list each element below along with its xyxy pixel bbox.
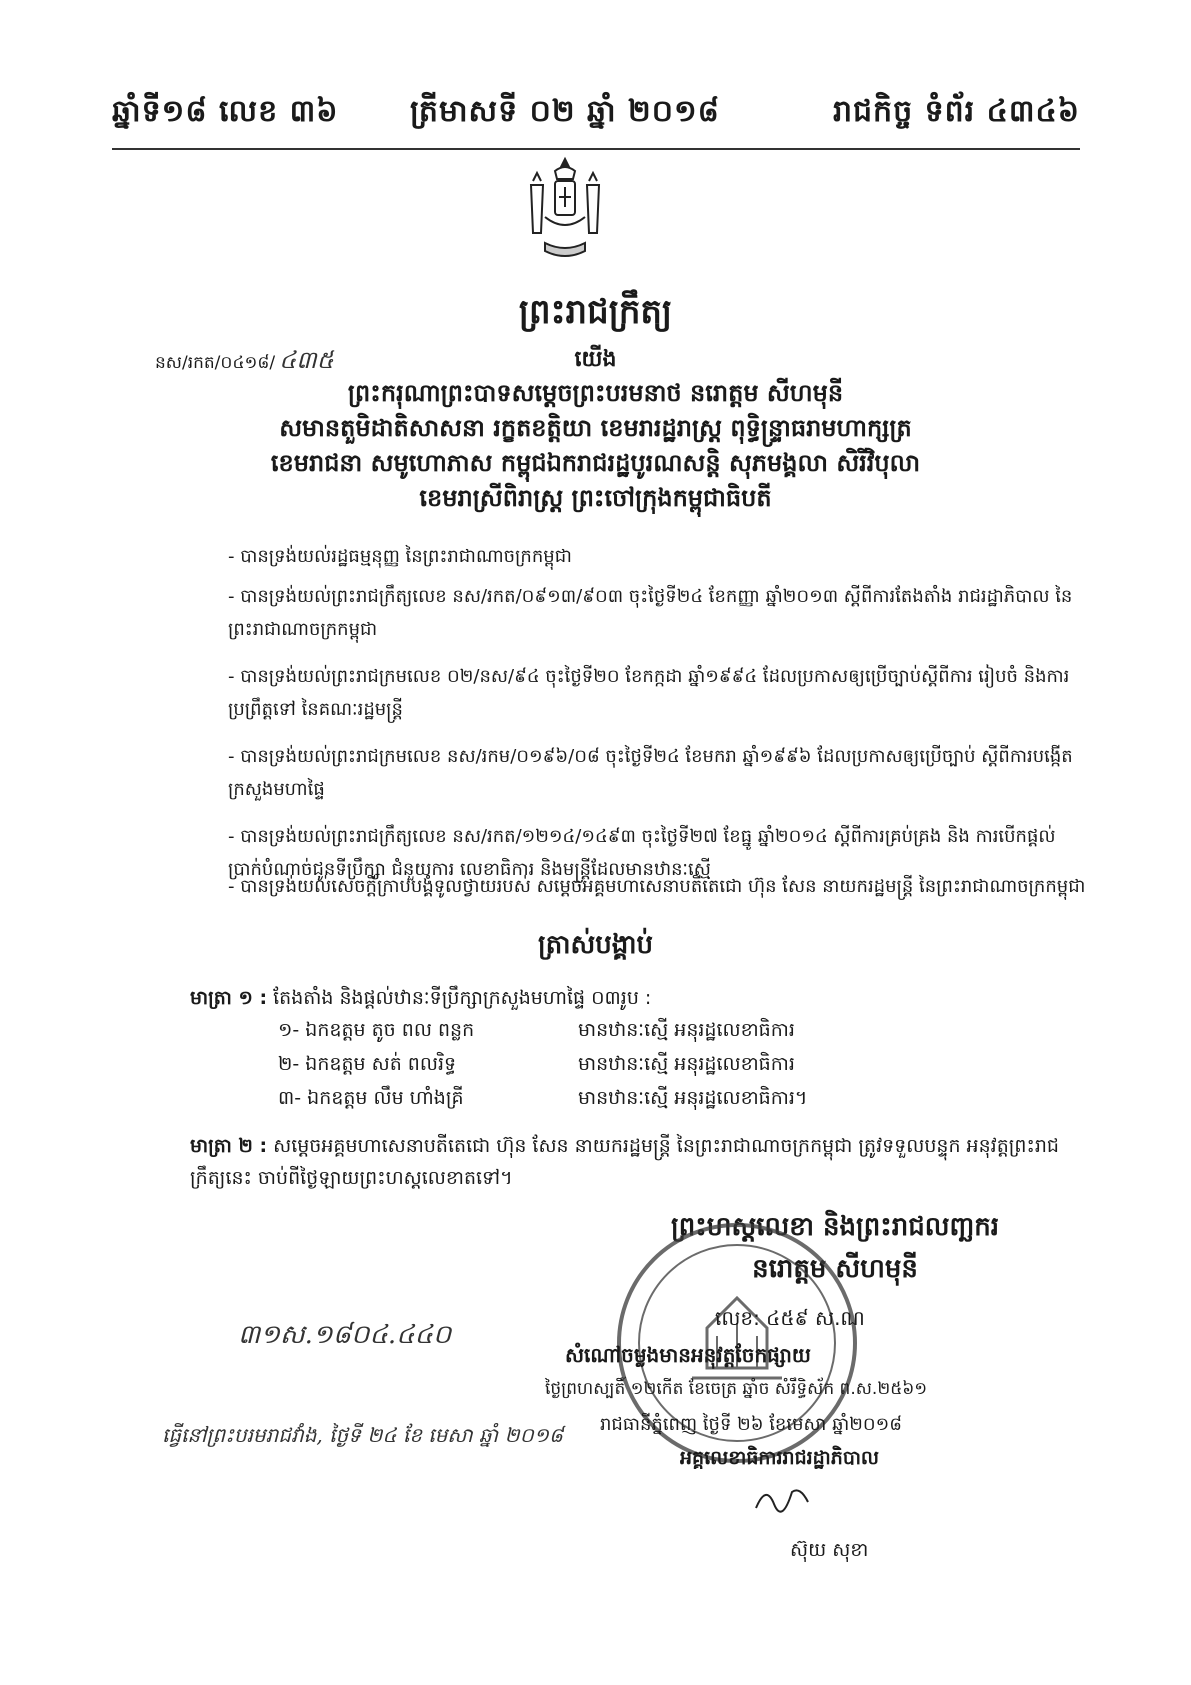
- member-name: ១- ឯកឧត្តម តូច ពល ពន្លក: [278, 1019, 475, 1041]
- reference-handwritten: ៤៣៥: [279, 346, 334, 374]
- handwritten-reference: ៣១ស.១៨០៤.៤៤០: [238, 1320, 452, 1350]
- member-rank: មានឋានៈស្មើ អនុរដ្ឋលេខាធិការ: [578, 1019, 795, 1041]
- cert-signer: ស៊ុយ សុខា: [790, 1539, 869, 1561]
- preamble-item: - បានទ្រង់យល់រដ្ឋធម្មនុញ្ញ នៃព្រះរាជាណាចក្រកម្ពុជា: [228, 546, 572, 567]
- royal-title-line-1: ព្រះករុណាព្រះបាទសម្តេចព្រះបរមនាថ នរោត្តម សីហមុនី: [347, 379, 844, 407]
- member-row: [278, 1086, 807, 1114]
- header-rule: [112, 148, 1080, 150]
- reference-code: នស/រកត/០៤១៨/: [155, 353, 276, 373]
- article-2-text: សម្តេចអគ្គមហាសេនាបតីតេជោ ហ៊ុន សែន នាយករដ្ឋមន្ត្រី នៃព្រះរាជាណាចក្រកម្ពុជា ត្រូវទទួលបន្ទុក អនុវត្តព្រះរាជក្រឹត្យនេះ ចាប់ពីថ្ងៃឡាយព្រះហស្តលេខាតទៅ។: [190, 1135, 1059, 1189]
- preamble-item: - បានទ្រង់យល់ព្រះរាជក្រឹត្យលេខ នស/រកត/០៩១៣/៩០៣ ចុះថ្ងៃទី២៤ ខែកញ្ញា ឆ្នាំ២០១៣ ស្តីពីការតែងតាំង រាជរដ្ឋាភិបាល នៃព្រះរាជាណាចក្រកម្ពុជា: [228, 586, 1073, 640]
- article-1: [190, 982, 651, 1014]
- gazette-year-number: ឆ្នាំទី១៨ លេខ ៣៦: [112, 94, 339, 129]
- preamble-item: - បានទ្រង់យល់ព្រះរាជក្រមលេខ ០២/នស/៩៤ ចុះថ្ងៃទី២០ ខែកក្កដា ឆ្នាំ១៩៩៤ ដែលប្រកាសឲ្យប្រើច្បាប់ស្តីពីការ រៀបចំ និងការប្រព្រឹត្តទៅ នៃគណៈរដ្ឋមន្ត្រី: [228, 666, 1070, 720]
- preamble-item: - បានទ្រង់យល់ព្រះរាជក្រមលេខ នស/រកម/០១៩៦/០៨ ចុះថ្ងៃទី២៤ ខែមករា ឆ្នាំ១៩៩៦ ដែលប្រកាសឲ្យប្រើច្បាប់ ស្តីពីការបង្កើតក្រសួងមហាផ្ទៃ: [228, 746, 1073, 800]
- royal-signature-line-2: នរោត្តម សីហមុនី: [752, 1254, 918, 1284]
- cert-office: អគ្គលេខាធិការរាជរដ្ឋាភិបាល: [680, 1447, 879, 1469]
- article-1-label: មាត្រា ១ :: [190, 987, 268, 1009]
- member-name: ២- ឯកឧត្តម សត់ ពលរិទ្ធ: [278, 1053, 457, 1075]
- cert-number: លេខ: ៤៥៩ ស.ណ: [715, 1306, 865, 1330]
- gazette-quarter: ត្រីមាសទី ០២ ឆ្នាំ ២០១៨: [410, 94, 720, 129]
- member-rank: មានឋានៈស្មើ អនុរដ្ឋលេខាធិការ: [578, 1053, 795, 1075]
- preamble-item: - បានទ្រង់យល់ព្រះរាជក្រឹត្យលេខ នស/រកត/១២១៤/១៤៩៣ ចុះថ្ងៃទី២៧ ខែធ្នូ ឆ្នាំ២០១៤ ស្តីពីការគ្រប់គ្រង និង ការបើកផ្តល់ប្រាក់បំណាច់ជូនទីប្រឹក្សា ជំនួយការ លេខាធិការ និងមន្ត្រីដែលមានឋានៈស្មើ: [228, 826, 1056, 880]
- document-title: ព្រះរាជក្រឹត្យ: [518, 292, 673, 332]
- preamble-item: - បានទ្រង់យល់សេចក្តីក្រាបបង្គំទូលថ្វាយរបស់ សម្តេចអគ្គមហាសេនាបតីតេជោ ហ៊ុន សែន នាយករដ្ឋមន្ត្រី នៃព្រះរាជាណាចក្រកម្ពុជា: [228, 876, 1086, 897]
- member-name: ៣- ឯកឧត្តម លឹម ហាំងគ្រី: [278, 1087, 464, 1109]
- place-date: ធ្វើនៅព្រះបរមរាជវាំង, ថ្ងៃទី ២៤ ខែ មេសា ឆ្នាំ ២០១៨: [162, 1423, 564, 1447]
- cert-certified: សំណៅចម្លងមានអនុវត្តចែកផ្សាយ: [565, 1343, 811, 1367]
- royal-title-line-4: ខេមរាស្រីពិរាស្ត្រ ព្រះចៅក្រុងកម្ពុជាធិបតី: [419, 484, 772, 512]
- signature-icon: [752, 1478, 812, 1518]
- article-1-text: តែងតាំង និងផ្តល់ឋានៈទីប្រឹក្សាក្រសួងមហាផ្ទៃ ០៣រូប :: [273, 987, 652, 1009]
- royal-title-line-3: ខេមរាជនា សមូហោភាស កម្ពុជឯករាជរដ្ឋបូរណសន្តិ សុភមង្គលា សិរីវិបុលា: [270, 449, 921, 477]
- royal-coat-of-arms-icon: [515, 155, 615, 265]
- cert-capital-date: រាជធានីភ្នំពេញ ថ្ងៃទី ២៦ ខែមេសា ឆ្នាំ២០១៨: [600, 1414, 902, 1435]
- member-row: [278, 1052, 795, 1080]
- article-2-label: មាត្រា ២ :: [190, 1135, 268, 1157]
- decree-heading: ត្រាស់បង្គាប់: [537, 930, 654, 960]
- yeung-heading: យើង: [574, 347, 617, 372]
- member-rank: មានឋានៈស្មើ អនុរដ្ឋលេខាធិការ។: [578, 1087, 808, 1109]
- cert-lunar-date: ថ្ងៃព្រហស្បតិ៍ ១២កើត ខែចេត្រ ឆ្នាំច សំរឹទ្ធិស័ក ព.ស.២៥៦១: [545, 1379, 928, 1399]
- royal-title-line-2: សមានតួមិដាតិសាសនា រក្ខតខត្តិយា ខេមរារដ្ឋរាស្ត្រ ពុទ្ធិន្ទ្រាធរាមហាក្សត្រ: [279, 414, 912, 442]
- member-row: [278, 1018, 795, 1046]
- royal-signature-line-1: ព្រះហស្តលេខា និងព្រះរាជលញ្ឆករ: [671, 1212, 999, 1242]
- gazette-page: រាជកិច្ច ទំព័រ ៤៣៤៦: [832, 94, 1080, 129]
- article-2: [190, 1130, 1070, 1194]
